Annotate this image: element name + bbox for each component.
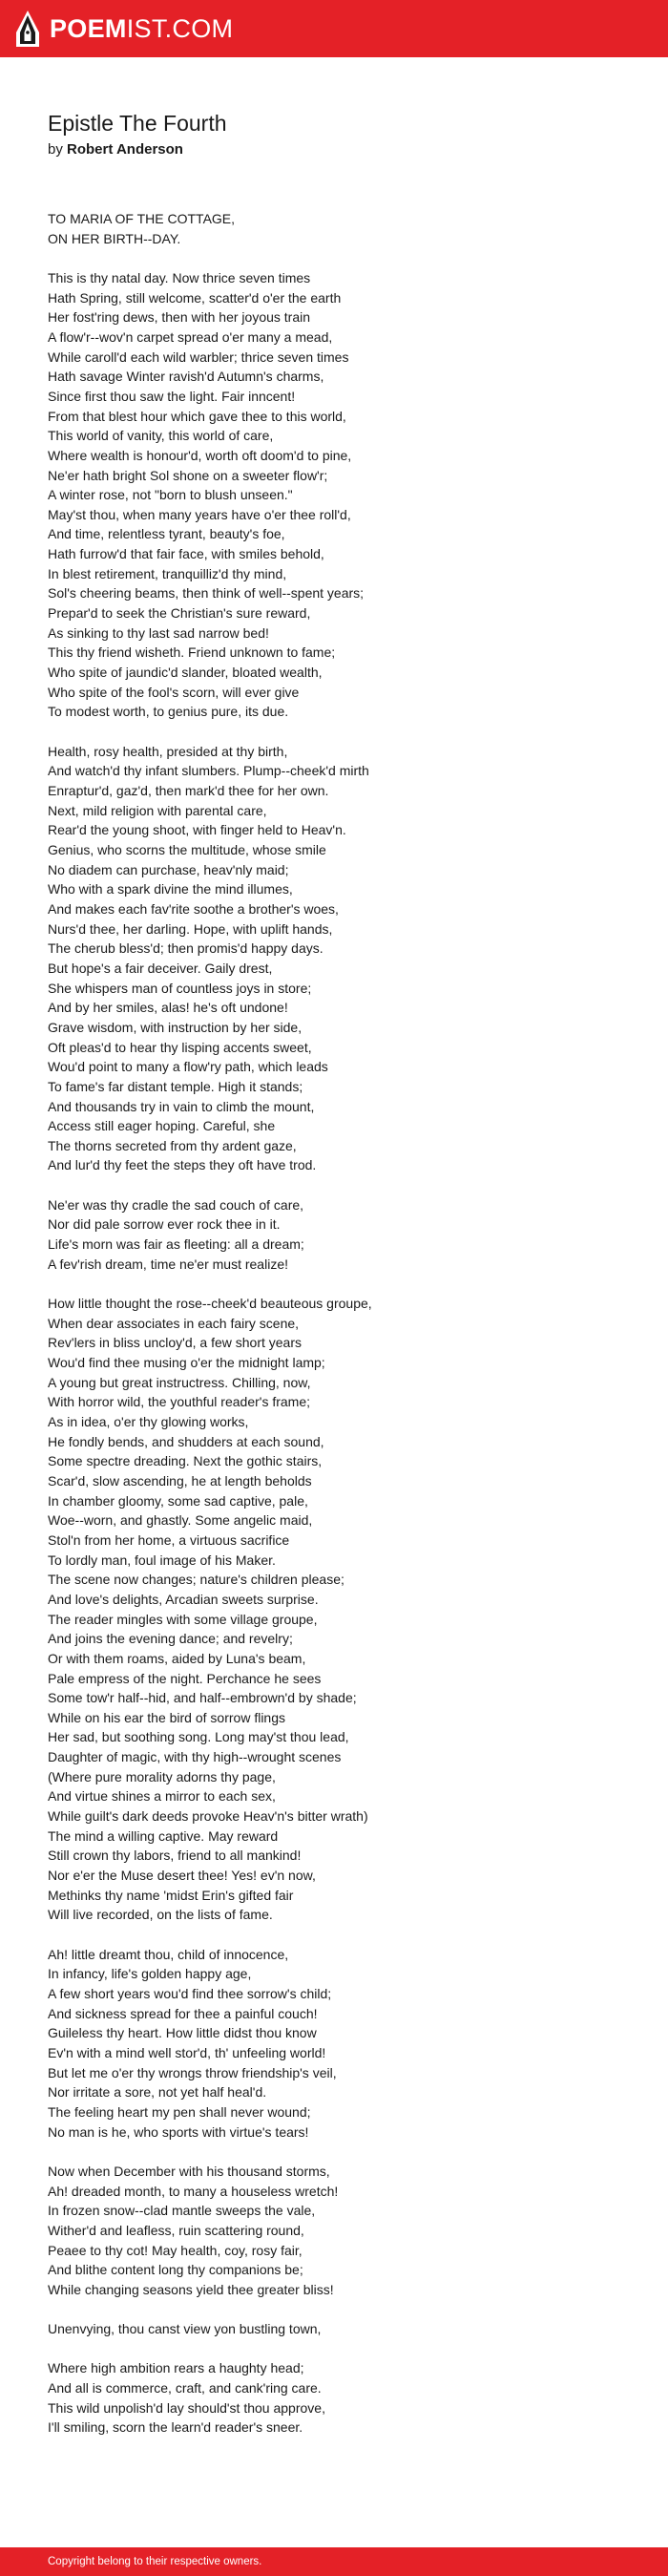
poem-line: The thorns secreted from thy ardent gaze, [48, 1137, 297, 1153]
poem-line: Peaee to thy cot! May health, coy, rosy fair, [48, 2242, 303, 2258]
poem-line: Prepar'd to seek the Christian's sure reward, [48, 605, 311, 622]
poem-line: This wild unpolish'd lay should'st thou approve, [48, 2399, 325, 2416]
poem-line: Nor e'er the Muse desert thee! Yes! ev'n now, [48, 1868, 316, 1884]
site-footer [0, 2547, 668, 2576]
poem-line: Some tow'r half--hid, and half--embrown'd by shade; [48, 1690, 357, 1706]
site-header [0, 0, 668, 57]
poem-line: Life's morn was fair as fleeting: all a dream; [48, 1236, 304, 1253]
poem-line: In blest retirement, tranquilliz'd thy mind, [48, 565, 287, 581]
logo-bold-text: POEM [50, 13, 127, 43]
poem-line: And watch'd thy infant slumbers. Plump--cheek'd mirth [48, 763, 369, 779]
poem-line: And virtue shines a mirror to each sex, [48, 1788, 276, 1805]
poem-line: Wither'd and leafless, ruin scattering round, [48, 2222, 304, 2238]
site-logo-text [50, 13, 234, 43]
poem-line: But hope's a fair deceiver. Gaily drest, [48, 960, 273, 976]
poem-line: Who spite of jaundic'd slander, bloated wealth, [48, 665, 323, 681]
poem-line: A fev'rish dream, time ne'er must realize! [48, 1256, 288, 1272]
poem-line: ON HER BIRTH--DAY. [48, 230, 181, 246]
poem-line: And all is commerce, craft, and cank'ring care. [48, 2380, 322, 2397]
poem-line: Hath furrow'd that fair face, with smiles behold, [48, 546, 324, 562]
by-label: by [48, 140, 63, 158]
poem-header [48, 111, 620, 159]
stanza-break [48, 1925, 630, 1945]
poem-line: In chamber gloomy, some sad captive, pale, [48, 1492, 308, 1509]
copyright-notice: Copyright belong to their respective owners. [48, 2556, 262, 2567]
poem-line: Health, rosy health, presided at thy birth, [48, 743, 288, 759]
poem-line: A flow'r--wov'n carpet spread o'er many a mead, [48, 328, 333, 345]
poem-line: And blithe content long thy companions be; [48, 2262, 303, 2278]
poem-line: Pale empress of the night. Perchance he sees [48, 1670, 322, 1686]
poem-line: While guilt's dark deeds provoke Heav'n's bitter wrath) [48, 1808, 368, 1825]
poem-line: From that blest hour which gave thee to this world, [48, 408, 346, 424]
poem-line: This world of vanity, this world of care, [48, 428, 274, 444]
stanza-break [48, 248, 630, 268]
poem-line: While changing seasons yield thee greater bliss! [48, 2281, 334, 2297]
poem-line: A winter rose, not "born to blush unseen." [48, 487, 293, 503]
poem-line: Some spectre dreading. Next the gothic stairs, [48, 1453, 323, 1469]
stanza-break [48, 2339, 630, 2359]
poem-line: This thy friend wisheth. Friend unknown to fame; [48, 644, 336, 661]
poem-line: Oft pleas'd to hear thy lisping accents sweet, [48, 1039, 312, 1055]
poem-line: Ah! little dreamt thou, child of innocence, [48, 1946, 289, 1962]
poem-line: Her fost'ring dews, then with her joyous train [48, 309, 311, 326]
poem-line: Scar'd, slow ascending, he at length beholds [48, 1472, 312, 1489]
poem-line: As in idea, o'er thy glowing works, [48, 1413, 249, 1429]
poem-line: While on his ear the bird of sorrow flings [48, 1709, 285, 1725]
poem-line: To modest worth, to genius pure, its due. [48, 704, 289, 720]
poem-line: Who with a spark divine the mind illumes, [48, 881, 293, 897]
logo-light-text: IST.COM [126, 13, 234, 43]
poem-line: Rear'd the young shoot, with finger held to Heav'n. [48, 822, 346, 838]
poem-line: Hath savage Winter ravish'd Autumn's charms, [48, 369, 324, 385]
poem-line: Unenvying, thou canst view yon bustling town, [48, 2321, 322, 2337]
poem-line: Methinks thy name 'midst Erin's gifted fair [48, 1887, 294, 1903]
poem-line: And makes each fav'rite soothe a brother's woes, [48, 900, 339, 917]
byline [48, 140, 620, 159]
poem-line: And sickness spread for thee a painful couch! [48, 2005, 318, 2021]
poem-line: Ne'er hath bright Sol shone on a sweeter flow'r; [48, 467, 328, 483]
poem-line: Nor irritate a sore, not yet half heal'd. [48, 2084, 267, 2101]
poem-line: Next, mild religion with parental care, [48, 802, 267, 818]
poem-line: In infancy, life's golden happy age, [48, 1966, 252, 1982]
poem-line: Enraptur'd, gaz'd, then mark'd thee for her own. [48, 783, 329, 798]
poem-line: He fondly bends, and shudders at each sound, [48, 1433, 324, 1449]
poem-line: Rev'lers in bliss uncloy'd, a few short years [48, 1335, 303, 1351]
poem-line: With horror wild, the youthful reader's frame; [48, 1394, 311, 1410]
poem-line: To lordly man, foul image of his Maker. [48, 1552, 276, 1568]
poem-line: No diadem can purchase, heav'nly maid; [48, 861, 289, 877]
poem-line: Ev'n with a mind well stor'd, th' unfeeling world! [48, 2044, 326, 2060]
poem-line: Guileless thy heart. How little didst thou know [48, 2025, 317, 2041]
poem-line: The reader mingles with some village groupe, [48, 1611, 318, 1627]
poem-line: How little thought the rose--cheek'd beauteous groupe, [48, 1296, 372, 1312]
stanza-break [48, 1274, 630, 1294]
poem-line: TO MARIA OF THE COTTAGE, [48, 211, 236, 226]
poem-line: Will live recorded, on the lists of fame. [48, 1907, 273, 1923]
poem-line: She whispers man of countless joys in store; [48, 980, 312, 996]
poem-line: And love's delights, Arcadian sweets surprise. [48, 1591, 319, 1607]
poem-line: This is thy natal day. Now thrice seven times [48, 269, 311, 285]
poem-line: To fame's far distant temple. High it stands; [48, 1078, 303, 1094]
poem-line: The mind a willing captive. May reward [48, 1827, 279, 1844]
poem-line: Wou'd find thee musing o'er the midnight lamp; [48, 1355, 325, 1370]
poem-body [48, 209, 630, 2438]
poem-line: But let me o'er thy wrongs throw friendship's veil, [48, 2064, 337, 2080]
poem-line: Sol's cheering beams, then think of well--spent years; [48, 585, 365, 602]
poem-line: Nurs'd thee, her darling. Hope, with uplift hands, [48, 920, 333, 937]
poem-line: (Where pure morality adorns thy page, [48, 1768, 276, 1784]
poem-line: Ne'er was thy cradle the sad couch of care, [48, 1196, 304, 1213]
poem-line: And thousands try in vain to climb the mount, [48, 1098, 315, 1114]
stanza-break [48, 2142, 630, 2162]
poem-line: Nor did pale sorrow ever rock thee in it. [48, 1216, 281, 1233]
poem-line: No man is he, who sports with virtue's tears! [48, 2123, 309, 2140]
poem-line: Who spite of the fool's scorn, will ever give [48, 684, 300, 700]
poem-line: And by her smiles, alas! he's oft undone! [48, 1000, 288, 1016]
quill-nib-icon [15, 10, 40, 48]
author-link[interactable]: Robert Anderson [67, 140, 183, 158]
stanza-break [48, 2299, 630, 2319]
poem-line: And lur'd thy feet the steps they oft have trod. [48, 1157, 317, 1173]
poem-line: Her sad, but soothing song. Long may'st thou lead, [48, 1729, 349, 1745]
poem-line: While caroll'd each wild warbler; thrice seven times [48, 348, 349, 365]
poem-line: Daughter of magic, with thy high--wrought scenes [48, 1749, 342, 1765]
poem-line: May'st thou, when many years have o'er thee roll'd, [48, 506, 351, 522]
poem-line: The feeling heart my pen shall never wound; [48, 2103, 311, 2120]
poem-line: I'll smiling, scorn the learn'd reader's sneer. [48, 2419, 303, 2436]
poem-line: Ah! dreaded month, to many a houseless wretch! [48, 2183, 339, 2199]
poem-line: And time, relentless tyrant, beauty's foe, [48, 526, 285, 542]
poem-line: Where high ambition rears a haughty head; [48, 2360, 304, 2376]
poem-line: Wou'd point to many a flow'ry path, which leads [48, 1059, 328, 1075]
poem-line: Since first thou saw the light. Fair inncent! [48, 388, 296, 404]
poem-title: Epistle The Fourth [48, 111, 227, 136]
poem-line: As sinking to thy last sad narrow bed! [48, 624, 269, 641]
poem-line: A young but great instructress. Chilling, now, [48, 1374, 311, 1390]
poem-line: In frozen snow--clad mantle sweeps the vale, [48, 2203, 316, 2219]
poem-line: The scene now changes; nature's children please; [48, 1572, 344, 1588]
poem-line: Access still eager hoping. Careful, she [48, 1118, 276, 1134]
poem-line: A few short years wou'd find thee sorrow's child; [48, 1985, 332, 2001]
poem-line: When dear associates in each fairy scene, [48, 1315, 300, 1331]
poem-line: Now when December with his thousand storms, [48, 2163, 330, 2179]
poem-line: Where wealth is honour'd, worth oft doom'd to pine, [48, 447, 352, 463]
poem-line: Woe--worn, and ghastly. Some angelic maid, [48, 1512, 313, 1529]
poem-line: Stol'n from her home, a virtuous sacrifice [48, 1531, 290, 1548]
stanza-break [48, 722, 630, 742]
poem-line: Still crown thy labors, friend to all mankind! [48, 1848, 302, 1864]
site-logo[interactable] [15, 10, 233, 48]
poem-line: Grave wisdom, with instruction by her side, [48, 1019, 303, 1035]
poem-line: The cherub bless'd; then promis'd happy days. [48, 940, 324, 957]
poem-line: Genius, who scorns the multitude, whose smile [48, 841, 326, 857]
poem-line: Hath Spring, still welcome, scatter'd o'er the earth [48, 289, 342, 306]
stanza-break [48, 1175, 630, 1195]
poem-line: And joins the evening dance; and revelry; [48, 1631, 293, 1647]
poem-line: Or with them roams, aided by Luna's beam, [48, 1650, 306, 1666]
